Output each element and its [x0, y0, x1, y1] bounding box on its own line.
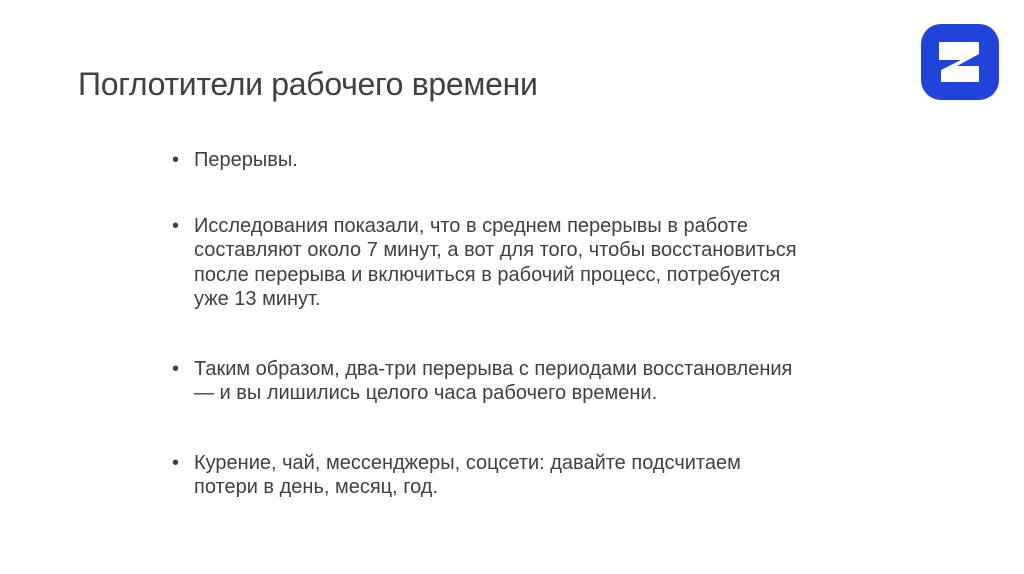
bullet-list: [170, 148, 810, 546]
bullet-item-breaks: • Перерывы.: [170, 148, 810, 173]
bullet-item-research: • Исследования показали, что в среднем перерывы в работе составляют около 7 минут, а вот для того, чтобы восстановиться после перерыва и включиться в рабочий процесс, потребуется уже 13 минут.: [170, 214, 810, 312]
bullet-item-conclusion: • Таким образом, два-три перерыва с периодами восстановления — и вы лишились целого часа рабочего времени.: [170, 357, 810, 406]
bullet-item-distractions: • Курение, чай, мессенджеры, соцсети: давайте подсчитаем потери в день, месяц, год.: [170, 451, 810, 500]
z-logo-icon: [921, 24, 999, 100]
slide-title: Поглотители рабочего времени: [78, 66, 538, 102]
